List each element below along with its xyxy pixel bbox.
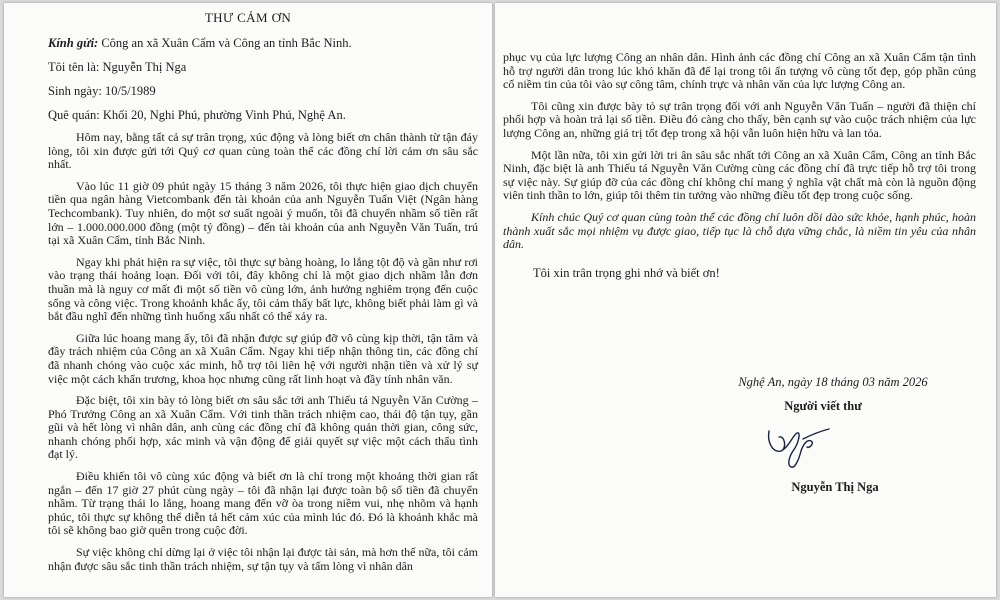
dob-line: Sinh ngày: 10/5/1989 (48, 84, 156, 98)
letter-title: THƯ CẢM ƠN (204, 10, 292, 25)
closing-line: Tôi xin trân trọng ghi nhớ và biết ơn! (533, 265, 720, 280)
paragraph-transaction: Vào lúc 11 giờ 09 phút ngày 15 tháng 3 năm 2026, tôi thực hiện giao dịch chuyển tiền qua ngân hàng Vietcombank đến tài khoản của anh Nguyễn Tuấn Việt (Ngân hàng Techcombank). Tuy nhiên, do một sơ suất ngoài ý muốn, tôi đã chuyển nhầm số tiền rất lớn – 1.000.000.000 đồng (một tỷ đồng) – đến tài khoản của anh Nguyễn Văn Tuấn, trú tại xã Xuân Cẩm, tỉnh Bắc Ninh. (48, 178, 478, 248)
recipient-value: Công an xã Xuân Cẩm và Công an tỉnh Bắc Ninh. (101, 36, 352, 50)
place-date: Nghệ An, ngày 18 tháng 03 năm 2026 (738, 375, 928, 389)
paragraph-police-help: Giữa lúc hoang mang ấy, tôi đã nhận được sự giúp đỡ vô cùng kịp thời, tận tâm và đầy trách nhiệm của Công an xã Xuân Cẩm. Ngay khi tiếp nhận thông tin, các đồng chí đã nhanh chóng vào cuộc xác minh, hỗ trợ tôi liên hệ với người nhận tiền và xử lý sự việc một cách khẩn trương, khoa học nhưng cũng rất linh hoạt và đầy tính nhân văn. (48, 330, 478, 386)
letter-page-left (4, 3, 492, 597)
paragraph-greeting: Hôm nay, bằng tất cả sự trân trọng, xúc động và lòng biết ơn chân thành từ tận đáy lòng, tôi xin được gửi tới Quý cơ quan cùng toàn thể các đồng chí lời cảm ơn sâu sắc nhất. (48, 130, 478, 172)
paragraph-officer-thanks: Đặc biệt, tôi xin bày tỏ lòng biết ơn sâu sắc tới anh Thiếu tá Nguyễn Văn Cường – Phó Trưởng Công an xã Xuân Cẩm. Với tinh thần trách nhiệm cao, thái độ tận tụy, gần gũi và hết lòng vì nhân dân, anh cùng các đồng chí đã không quản thời gian, công sức, nhanh chóng phối hợp, xác minh và vận động để giải quyết sự việc một cách thấu tình đạt lý. (48, 393, 478, 462)
paragraph-gratitude: Một lần nữa, tôi xin gửi lời tri ân sâu sắc nhất tới Công an xã Xuân Cẩm, Công an tỉnh Bắc Ninh, đặc biệt là anh Thiếu tá Nguyễn Văn Cường cùng các đồng chí đã trực tiếp hỗ trợ tôi trong sự việc này. Sự giúp đỡ của các đồng chí không chỉ mang ý nghĩa vật chất mà còn là nguồn động viên tinh thần to lớn, giúp tôi thêm tin tưởng vào những điều tốt đẹp trong cuộc sống. (503, 147, 976, 203)
signer-name: Nguyễn Thị Nga (791, 480, 879, 494)
hometown-line: Quê quán: Khối 20, Nghi Phú, phường Vinh Phú, Nghệ An. (48, 108, 346, 122)
recipient-line (48, 35, 478, 51)
paragraph-continued: phục vụ của lực lượng Công an nhân dân. Hình ảnh các đồng chí Công an xã Xuân Cẩm tận tình hỗ trợ người dân trong lúc khó khăn đã để lại trong tôi ấn tượng vô cùng tốt đẹp, góp phần củng cố niềm tin của tôi vào sự công tâm, chính trực và nhân văn của lực lượng Công an. (503, 50, 976, 92)
paragraph-recipient-thanks: Tôi cũng xin được bày tỏ sự trân trọng đối với anh Nguyễn Văn Tuấn – người đã thiện chí phối hợp và hoàn trả lại số tiền. Điều đó càng cho thấy, bên cạnh sự vào cuộc trách nhiệm của lực lượng Công an, những giá trị tốt đẹp trong xã hội vẫn luôn hiện hữu và lan tỏa. (503, 98, 976, 140)
paragraph-responsibility: Sự việc không chỉ dừng lại ở việc tôi nhận lại được tài sản, mà hơn thế nữa, tôi cảm nhận được sâu sắc tinh thần trách nhiệm, sự tận tụy và tấm lòng vì nhân dân (48, 545, 478, 573)
paragraph-panic: Ngay khi phát hiện ra sự việc, tôi thực sự bàng hoàng, lo lắng tột độ và gần như rơi vào trạng thái hoảng loạn. Đối với tôi, đây không chỉ là một giao dịch nhầm lẫn đơn thuần mà là nguy cơ mất đi một số tiền vô cùng lớn, ảnh hưởng nghiêm trọng đến cuộc sống và công việc. Trong khoảnh khắc ấy, tôi cảm thấy bất lực, không biết phải làm gì và bắt đầu nghĩ đến những tình huống xấu nhất có thể xảy ra. (48, 254, 478, 324)
letter-page-right (495, 3, 996, 597)
handwritten-signature-icon (763, 421, 833, 473)
paragraph-wishes: Kính chúc Quý cơ quan cùng toàn thể các đồng chí luôn dồi dào sức khỏe, hạnh phúc, hoàn thành xuất sắc mọi nhiệm vụ được giao, tiếp tục là chỗ dựa vững chắc, là niềm tin yêu của nhân dân. (503, 209, 976, 252)
name-line: Tôi tên là: Nguyễn Thị Nga (48, 60, 187, 74)
writer-label: Người viết thư (784, 399, 862, 413)
paragraph-money-returned: Điều khiến tôi vô cùng xúc động và biết ơn là chỉ trong một khoảng thời gian rất ngắn – đến 17 giờ 27 phút cùng ngày – tôi đã nhận lại được toàn bộ số tiền đã chuyển nhầm. Từ trạng thái lo lắng, hoang mang đến vỡ òa trong niềm vui, nhẹ nhõm và hạnh phúc, tôi thực sự không thể diễn tả hết cảm xúc của mình lúc đó. Đó là khoảnh khắc mà tôi sẽ không bao giờ quên trong cuộc đời. (48, 469, 478, 538)
recipient-label: Kính gửi: (48, 36, 99, 50)
